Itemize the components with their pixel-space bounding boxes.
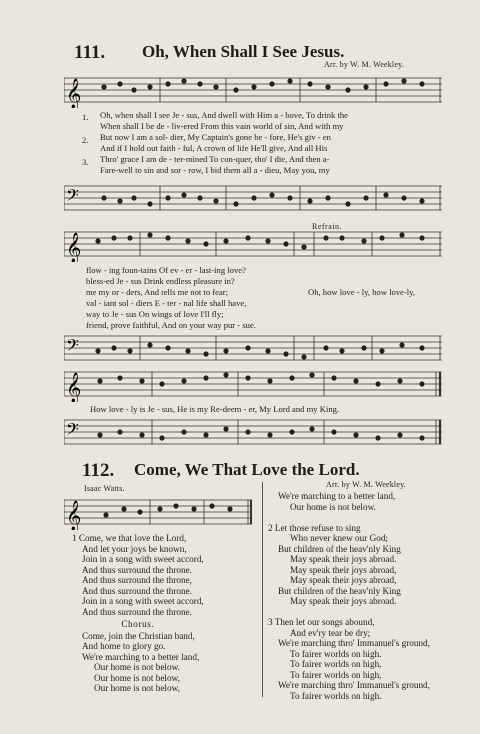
hymn-text-line: We're marching to a better land, <box>82 651 200 662</box>
hymn-text-line <box>268 607 430 618</box>
lyric-line: Thro' grace I am de - ter-mined To con-quer, tho' I die, And then a- <box>100 154 330 164</box>
left-column <box>72 533 204 694</box>
hymn-text-line: Our home is not below. <box>290 501 376 512</box>
lyric-line: friend, prove faithful, And on your way pur - sue. <box>86 320 256 330</box>
hymn-text-line: May speak their joys abroad, <box>290 564 397 575</box>
hymn-text-line: And thus surround the throne. <box>82 606 192 617</box>
hymn-text-line: To fairer worlds on high. <box>290 690 382 701</box>
chorus-label: Chorus. <box>121 619 155 629</box>
lyric-line: Fare-well to sin and sor - row, I bid them all a - dieu, May you, my <box>100 165 330 175</box>
svg-text:𝄞: 𝄞 <box>66 79 82 108</box>
hymn-text-line: We're marching to a better land, <box>278 491 396 501</box>
hymn-text-line: And ev'ry tear be dry; <box>290 627 371 638</box>
column-divider <box>262 482 263 697</box>
lyric-line: When shall I be de - liv-ered From this vain world of sin, And with my <box>100 121 344 131</box>
arranger-credit: Arr. by W. M. Weekley. <box>326 480 406 489</box>
refrain-lyric: How love - ly is Je - sus, He is my Re-deem - er, My Lord and my King. <box>90 404 340 414</box>
author-credit: Isaac Watts. <box>84 484 125 493</box>
hymn-text-line: Who never knew our God; <box>290 533 388 543</box>
hymn-text-line: Our home is not below, <box>94 683 180 693</box>
hymn-text-line: 1 Come, we that love the Lord, <box>72 533 187 543</box>
hymn-text-line: And let your joys be known, <box>82 543 187 554</box>
hymn-text-line: To fairer worlds on high. <box>290 648 382 659</box>
music-staff-bass <box>64 330 444 364</box>
arranger-credit: Arr. by W. M. Weekley. <box>324 60 404 69</box>
lyric-line: bless-ed Je - sus Drink endless pleasure in? <box>86 276 235 286</box>
refrain-label: Refrain. <box>312 222 342 231</box>
hymn-text-line: But children of the heav'nly King <box>278 585 401 596</box>
lyric-line: way to Je - sus On wings of love I'll fly; <box>86 309 224 319</box>
music-staff-treble <box>64 494 254 528</box>
lyric-line: flow - ing foun-tains Of ev - er - last-ing love? <box>86 265 246 275</box>
hymn-text-line: To fairer worlds on high, <box>290 669 382 680</box>
svg-text:𝄢: 𝄢 <box>66 419 79 443</box>
hymn-text-line: May speak their joys abroad, <box>290 575 397 585</box>
music-staff-treble <box>64 366 444 400</box>
svg-text:𝄞: 𝄞 <box>66 373 82 402</box>
hymn-text-line: Our home is not below. <box>94 662 180 672</box>
hymn-text-line: Join in a song with sweet accord, <box>82 596 204 606</box>
lyric-line: val - iant sol - diers E - ter - nal life shall have, <box>86 298 247 308</box>
refrain-lyric: Oh, how love - ly, how love-ly, <box>308 287 416 297</box>
lyric-line: But now I am a sol- dier, My Captain's gone be - fore, He's giv - en <box>100 132 331 142</box>
hymn-text-line: And thus surround the throne. <box>82 585 192 596</box>
hymn-text-line: And thus surround the throne. <box>82 564 192 575</box>
hymn-text-line: We're marching thro' Immanuel's ground, <box>278 680 430 690</box>
lyric-line: And if I hold out faith - ful, A crown of life He'll give, And all His <box>100 143 328 153</box>
music-staff-treble <box>64 72 444 106</box>
svg-text:𝄞: 𝄞 <box>66 233 82 262</box>
hymn-text-line: 3 Then let our songs abound, <box>268 617 375 627</box>
music-staff-bass <box>64 180 444 214</box>
hymn-text-line <box>268 512 430 523</box>
svg-text:𝄢: 𝄢 <box>66 185 79 209</box>
hymn-text-line: Our home is not below, <box>94 672 180 683</box>
hymn-text-line: We're marching thro' Immanuel's ground, <box>278 638 430 648</box>
hymn-text-line: But children of the heav'nly King <box>278 543 401 554</box>
hymn-text-line: And thus surround the throne, <box>82 575 192 585</box>
hymn-text-line: May speak their joys abroad. <box>290 554 397 564</box>
hymn-text-line: 2 Let those refuse to sing <box>268 522 361 533</box>
svg-text:𝄢: 𝄢 <box>66 335 79 359</box>
verse-number: 3. <box>82 157 89 167</box>
hymn-title: Come, We That Love the Lord. <box>134 460 360 479</box>
lyric-line: me my or - ders, And tells me not to fear; <box>86 287 229 297</box>
verse-number: 2. <box>82 135 89 145</box>
hymn-text-line: And home to glory go. <box>82 641 166 651</box>
hymn-text-line: To fairer worlds on high, <box>290 659 382 669</box>
hymn-number: 112. <box>82 460 115 481</box>
music-staff-bass <box>64 414 444 448</box>
right-column <box>268 491 430 701</box>
hymn-text-line: May speak their joys abroad. <box>290 596 397 606</box>
hymn-title: Oh, When Shall I See Jesus. <box>142 42 345 61</box>
hymn-text-line: Join in a song with sweet accord, <box>82 554 204 564</box>
lyric-line: Oh, when shall I see Je - sus, And dwell with Him a - bove, To drink the <box>100 110 348 120</box>
hymn-text-line: Come, join the Christian band, <box>82 630 195 641</box>
music-staff-treble <box>64 226 444 260</box>
hymn-number: 111. <box>74 42 106 63</box>
svg-text:𝄞: 𝄞 <box>66 501 82 530</box>
verse-number: 1. <box>82 112 89 122</box>
